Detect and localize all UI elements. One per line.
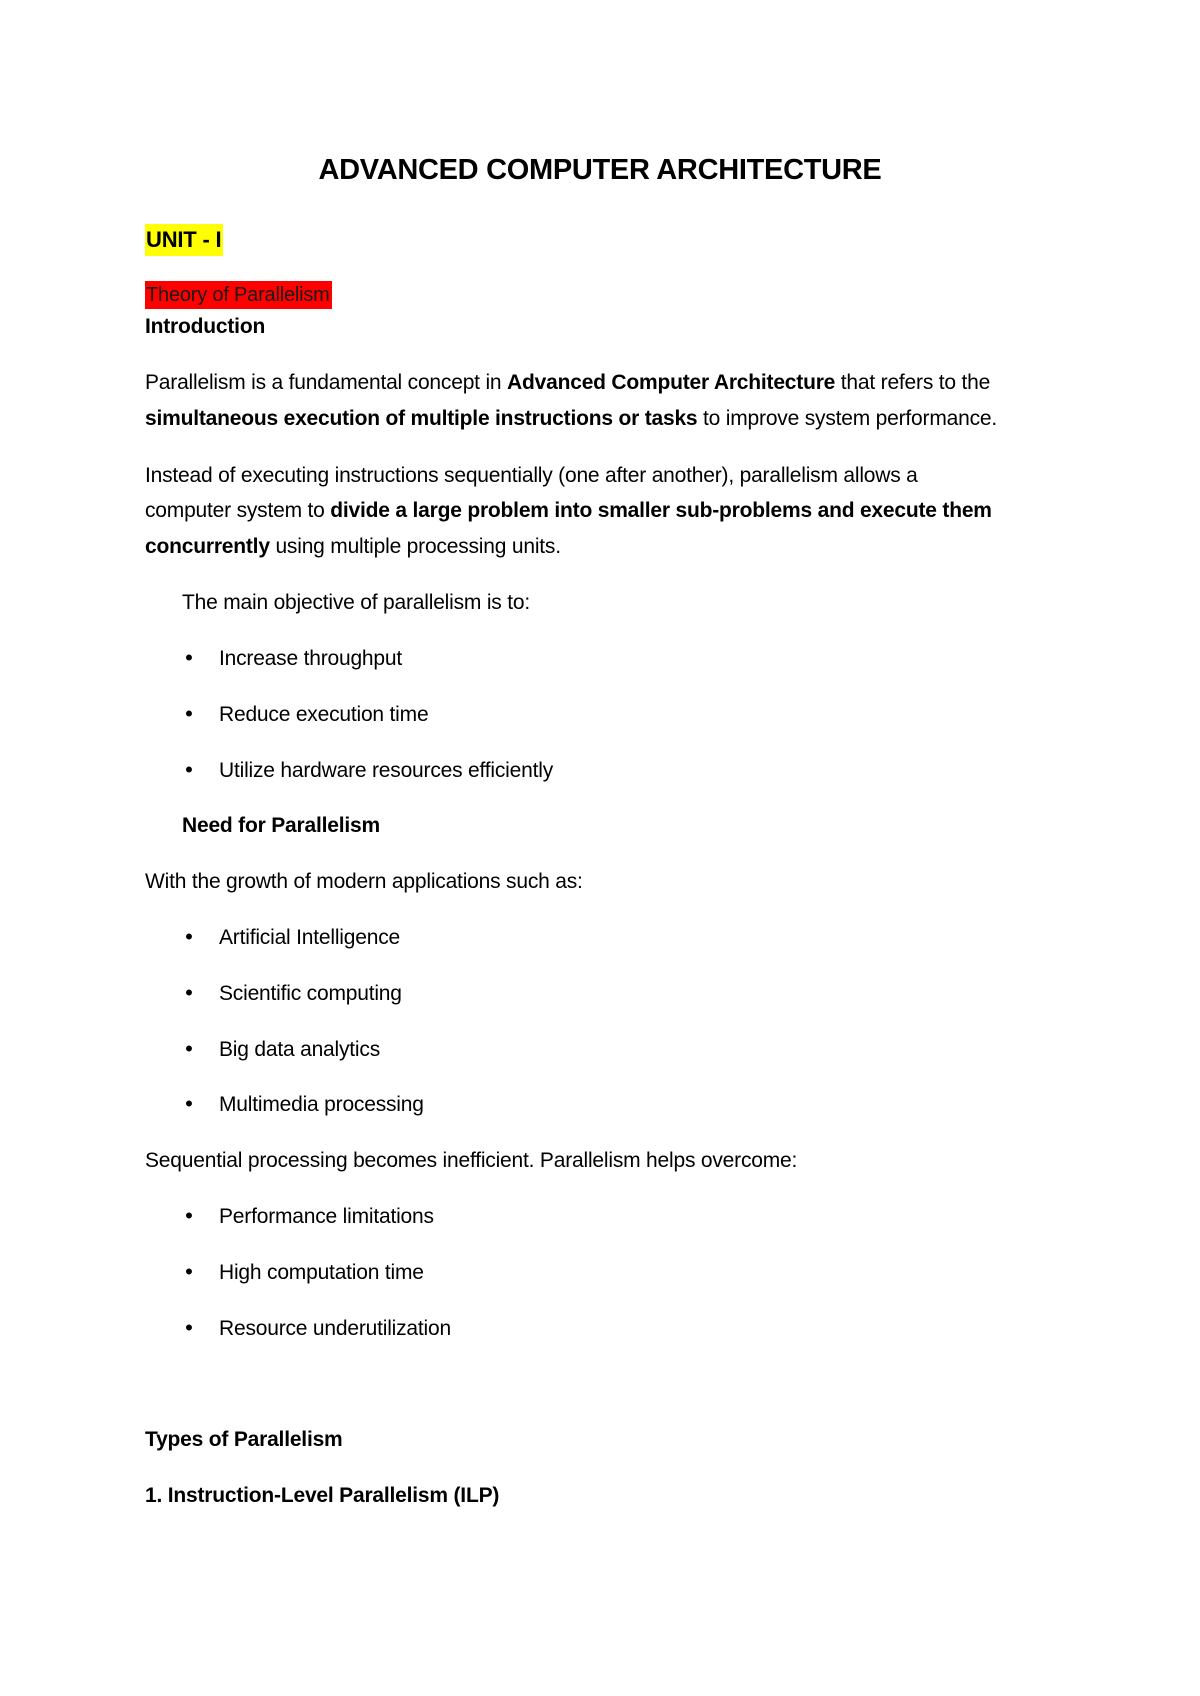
bullet-icon: • xyxy=(185,1091,193,1116)
topic-heading: Theory of Parallelism xyxy=(145,281,332,309)
para1-line1-post: that refers to the xyxy=(835,371,991,394)
para2-line2 xyxy=(145,497,992,525)
ilp-heading: 1. Instruction-Level Parallelism (ILP) xyxy=(145,1484,500,1507)
bullet-icon: • xyxy=(185,701,193,726)
para1-line2-bold: simultaneous execution of multiple instructions or tasks xyxy=(145,407,698,430)
application-item: Artificial Intelligence xyxy=(219,926,400,949)
bullet-icon: • xyxy=(185,924,193,949)
para1-line1-bold: Advanced Computer Architecture xyxy=(507,371,836,394)
para2-line2-bold: divide a large problem into smaller sub-problems and execute them xyxy=(330,499,992,522)
para1-line1-pre: Parallelism is a fundamental concept in xyxy=(145,371,508,394)
bullet-icon: • xyxy=(185,980,193,1005)
para2-line3 xyxy=(145,533,561,561)
overcome-item: High computation time xyxy=(219,1261,424,1284)
para1-line2-post: to improve system performance. xyxy=(697,407,997,430)
bullet-icon: • xyxy=(185,1203,193,1228)
unit-label: UNIT - I xyxy=(145,224,223,256)
bullet-icon: • xyxy=(185,1259,193,1284)
document-title: ADVANCED COMPUTER ARCHITECTURE xyxy=(318,154,882,186)
bullet-icon: • xyxy=(185,757,193,782)
bullet-icon: • xyxy=(185,645,193,670)
types-heading: Types of Parallelism xyxy=(145,1428,343,1451)
overcome-item: Resource underutilization xyxy=(219,1317,451,1340)
objective-item: Reduce execution time xyxy=(219,703,429,726)
applications-intro: With the growth of modern applications such as: xyxy=(145,870,583,893)
para1-line2 xyxy=(145,405,997,433)
para2-line3-post: using multiple processing units. xyxy=(269,535,561,558)
need-heading: Need for Parallelism xyxy=(182,814,380,837)
bullet-icon: • xyxy=(185,1036,193,1061)
objective-item: Utilize hardware resources efficiently xyxy=(219,759,553,782)
introduction-heading: Introduction xyxy=(145,315,266,338)
application-item: Multimedia processing xyxy=(219,1093,424,1116)
objective-item: Increase throughput xyxy=(219,647,402,670)
application-item: Scientific computing xyxy=(219,982,402,1005)
para2-line3-bold: concurrently xyxy=(145,535,270,558)
bullet-icon: • xyxy=(185,1315,193,1340)
para1-line1 xyxy=(145,369,990,397)
para2-line1: Instead of executing instructions sequentially (one after another), parallelism allows a xyxy=(145,464,918,487)
overcome-item: Performance limitations xyxy=(219,1205,434,1228)
overcome-intro: Sequential processing becomes inefficient. Parallelism helps overcome: xyxy=(145,1149,798,1172)
objective-intro: The main objective of parallelism is to: xyxy=(182,591,530,614)
application-item: Big data analytics xyxy=(219,1038,380,1061)
para2-line2-pre: computer system to xyxy=(145,499,331,522)
